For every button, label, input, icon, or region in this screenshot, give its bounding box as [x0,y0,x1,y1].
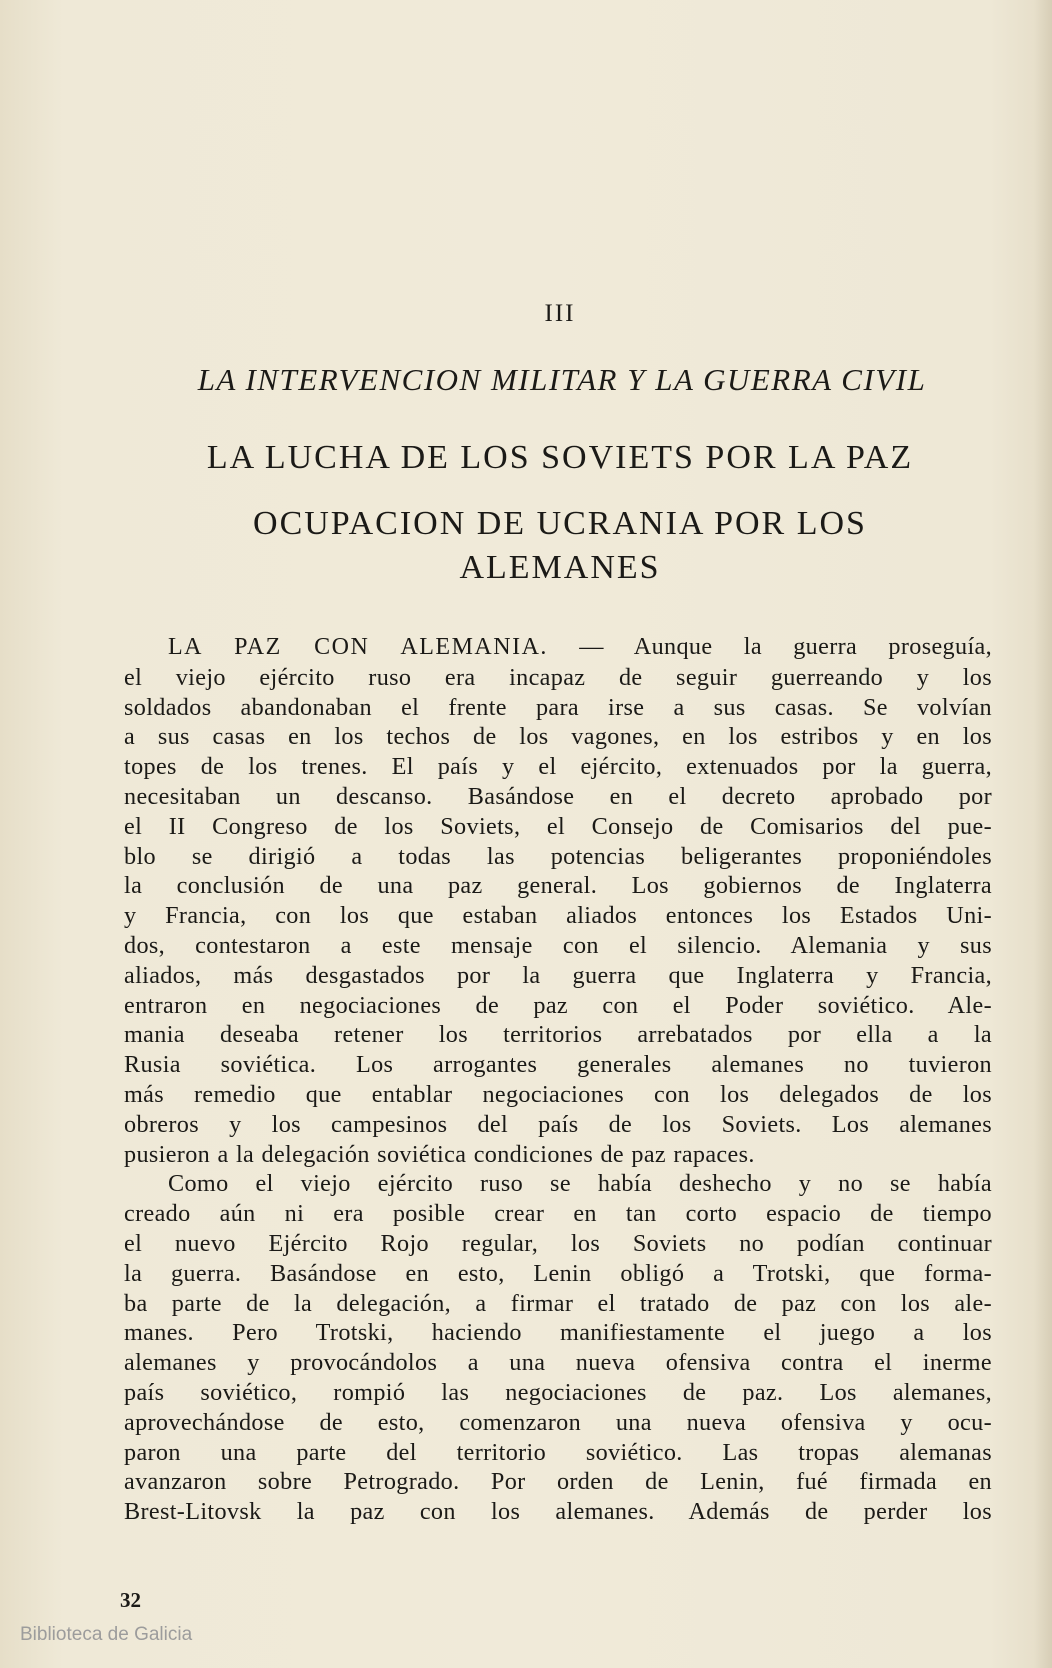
text-line: más remedio que entablar negociaciones con los delegados de los [124,1080,992,1108]
lead-caps: LA PAZ CON ALEMANIA. [168,634,548,660]
subsection-heading-line-1: OCUPACION DE UCRANIA POR LOS [253,505,867,542]
subsection-heading-line-2: ALEMANES [459,549,661,586]
text-line: creado aún ni era posible crear en tan corto espacio de tiempo [124,1200,992,1228]
text-line: la conclusión de una paz general. Los gobiernos de Inglaterra [124,872,992,900]
text-line: país soviético, rompió las negociaciones de paz. Los alemanes, [124,1378,992,1406]
text-line: blo se dirigió a todas las potencias beligerantes proponiéndoles [124,842,992,870]
text-line: Rusia soviética. Los arrogantes generales alemanes no tuvieron [124,1051,992,1079]
text-line: necesitaban un descanso. Basándose en el decreto aprobado por [124,782,992,810]
text-line: manes. Pero Trotski, haciendo manifiestamente el juego a los [124,1319,992,1347]
text-line: LA PAZ CON ALEMANIA. — Aunque la guerra proseguía, [168,633,992,660]
body-text [124,632,992,1527]
section-heading: LA LUCHA DE LOS SOVIETS POR LA PAZ [206,439,914,476]
text-line: entraron en negociaciones de paz con el Poder soviético. Ale- [124,991,992,1019]
text-line: soldados abandonaban el frente para irse a sus casas. Se volvían [124,693,992,721]
text-line: alemanes y provocándolos a una nueva ofensiva contra el inerme [124,1349,992,1377]
text-line: y Francia, con los que estaban aliados entonces los Estados Uni- [124,902,992,930]
text-line: topes de los trenes. El país y el ejército, extenuados por la guerra, [124,753,992,781]
text-line: paron una parte del territorio soviético. Las tropas alemanas [124,1438,992,1466]
subsection-heading [130,502,990,590]
text-line: el nuevo Ejército Rojo regular, los Soviets no podían continuar [124,1229,992,1257]
text-line: Brest-Litovsk la paz con los alemanes. Además de perder los [124,1498,992,1526]
text-line: el II Congreso de los Soviets, el Consejo de Comisarios del pue- [124,812,992,840]
text-line: obreros y los campesinos del país de los Soviets. Los alemanes [124,1110,992,1138]
text-line: aprovechándose de esto, comenzaron una nueva ofensiva y ocu- [124,1408,992,1436]
chapter-number: III [544,300,576,327]
text-line: Como el viejo ejército ruso se había deshecho y no se había [168,1170,992,1198]
text-line: avanzaron sobre Petrogrado. Por orden de Lenin, fué firmada en [124,1468,992,1496]
text-line: dos, contestaron a este mensaje con el silencio. Alemania y sus [124,931,992,959]
library-watermark: Biblioteca de Galicia [20,1624,193,1645]
text-line: pusieron a la delegación soviética condiciones de paz rapaces. [124,1140,755,1168]
text-line: ba parte de la delegación, a firmar el tratado de paz con los ale- [124,1289,992,1317]
text-line: la guerra. Basándose en esto, Lenin obligó a Trotski, que forma- [124,1259,992,1287]
chapter-subtitle: LA INTERVENCION MILITAR Y LA GUERRA CIVIL [197,362,927,397]
page-edge-shadow [1034,0,1052,1668]
text-line: mania deseaba retener los territorios arrebatados por ella a la [124,1021,992,1049]
text-line: aliados, más desgastados por la guerra que Inglaterra y Francia, [124,961,992,989]
text-line: el viejo ejército ruso era incapaz de seguir guerreando y los [124,663,992,691]
page-number: 32 [120,1588,141,1612]
text-line: a sus casas en los techos de los vagones, en los estribos y en los [124,723,992,751]
